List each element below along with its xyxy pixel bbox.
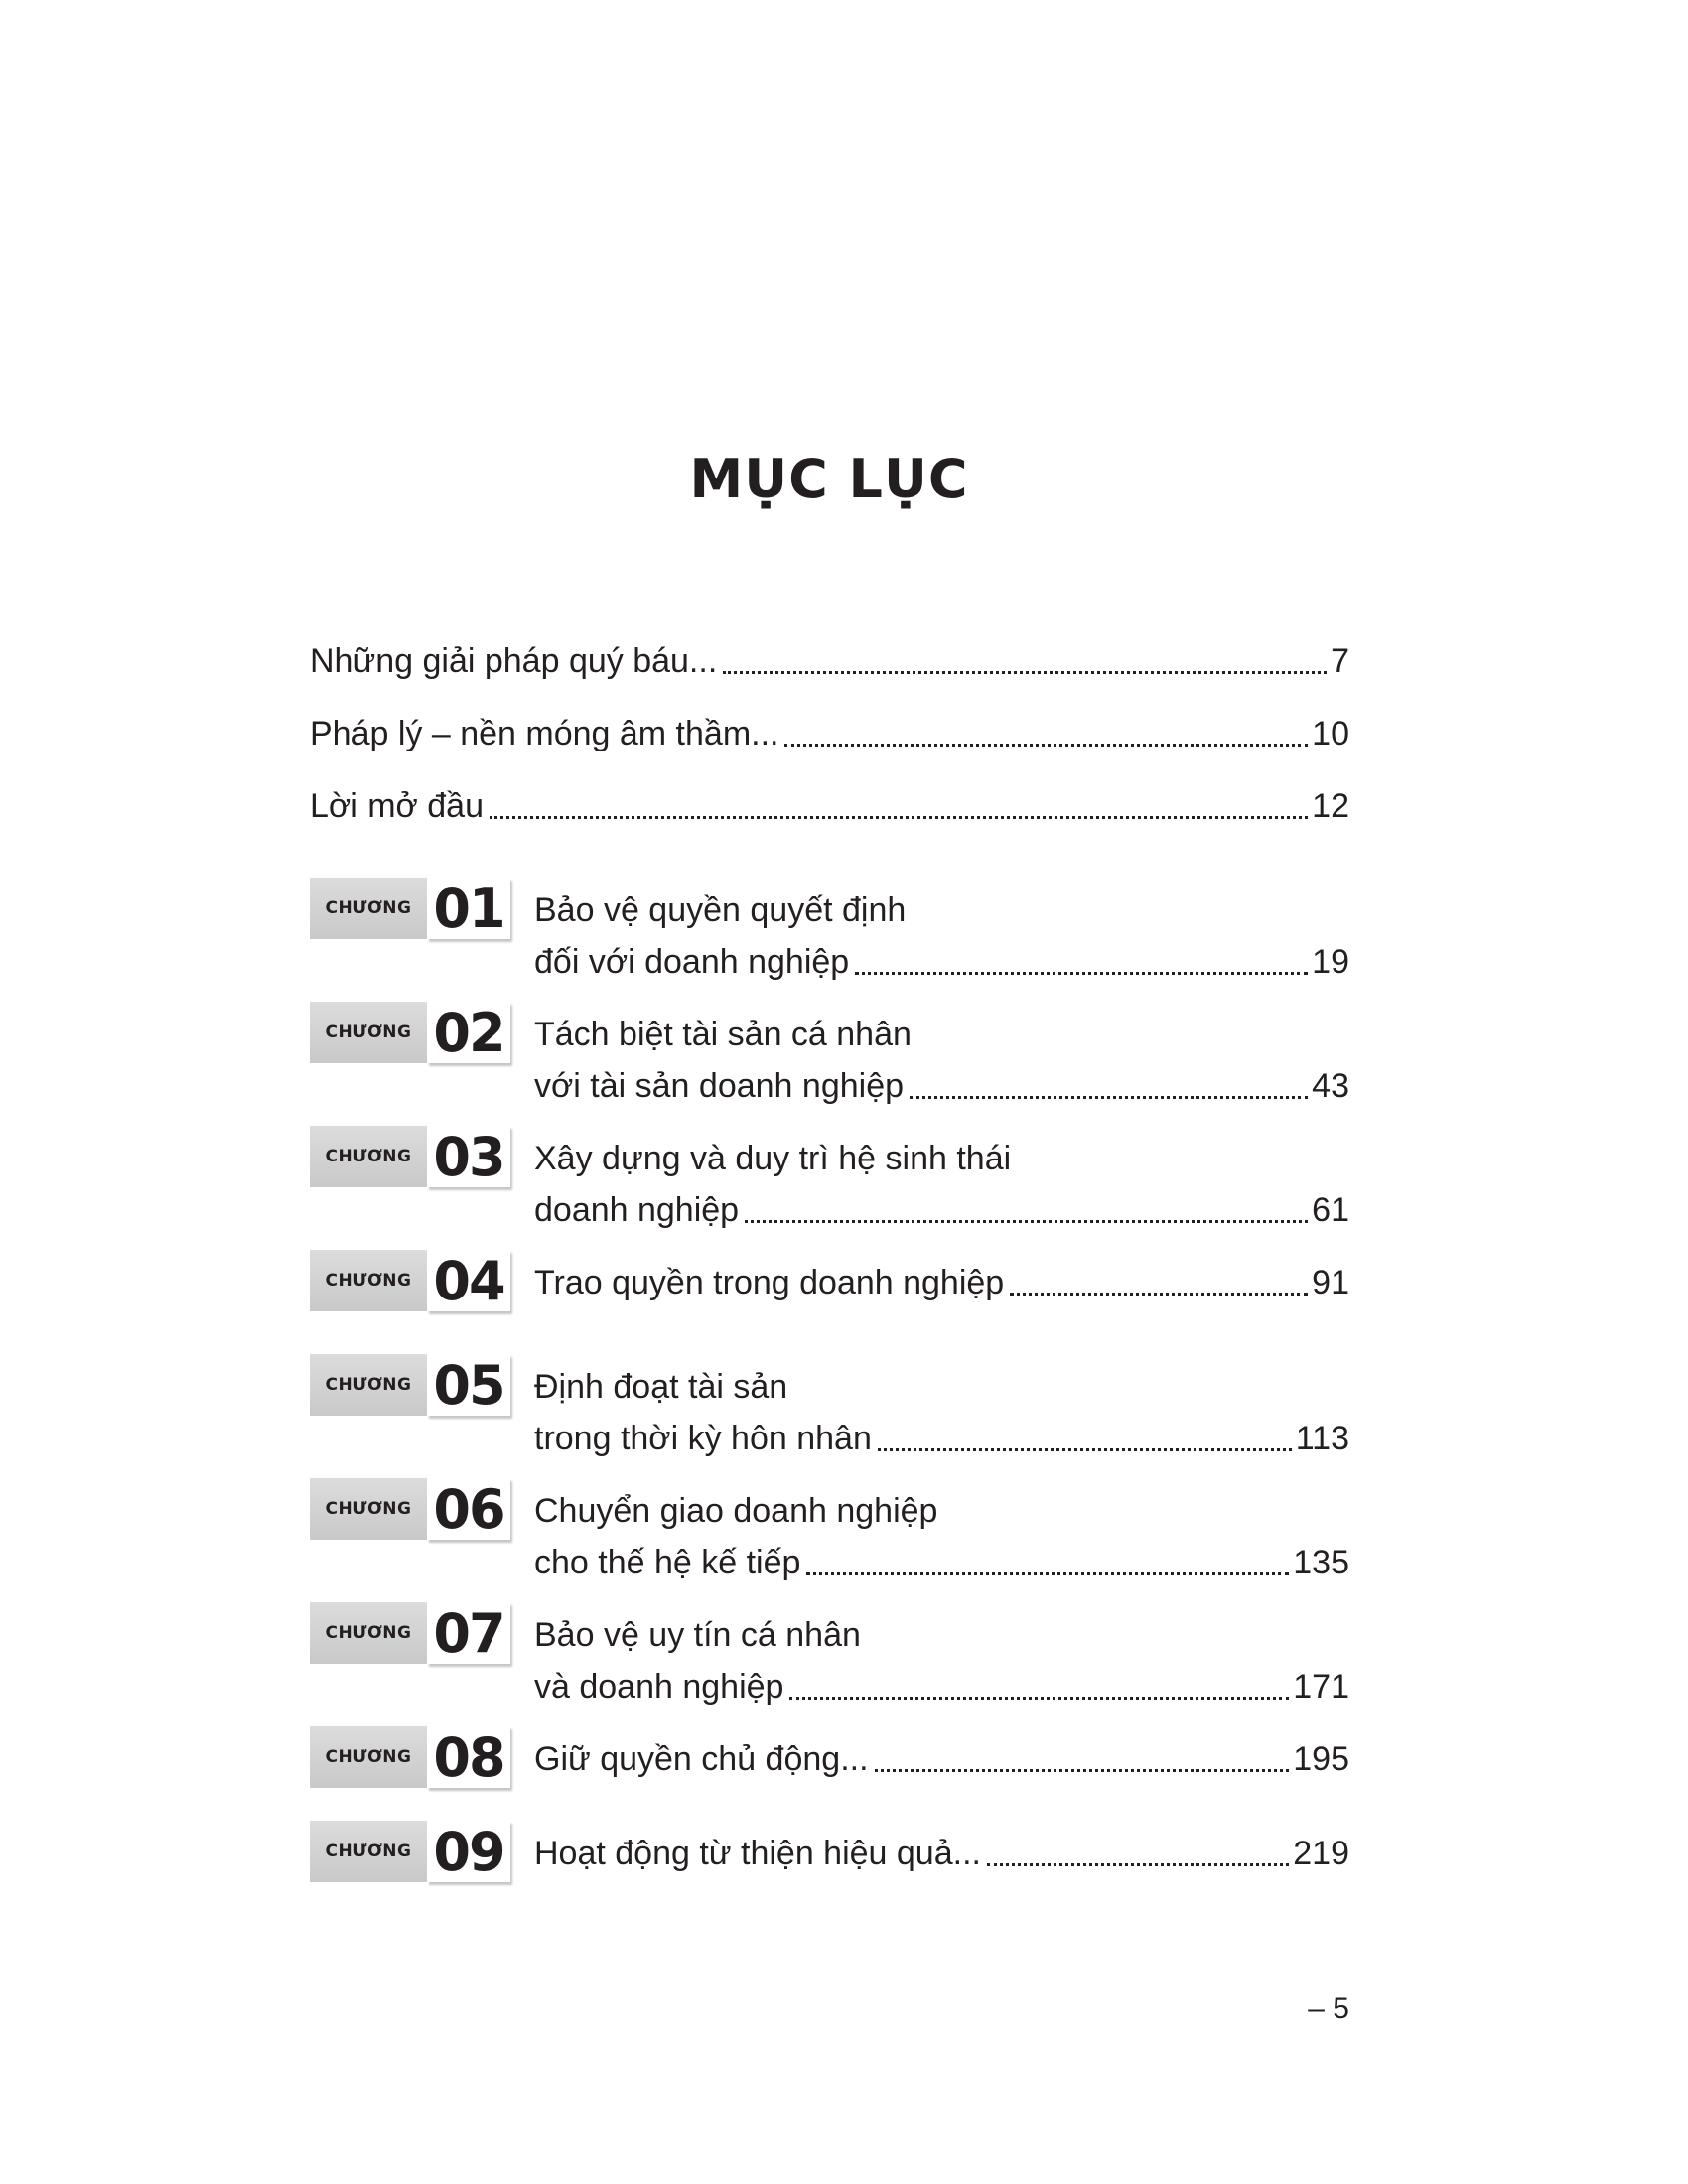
chapter-badge-02 <box>310 1002 510 1065</box>
dot-leader <box>490 816 1308 819</box>
dot-leader <box>910 1096 1308 1099</box>
dot-leader <box>723 671 1327 674</box>
chapter-page: 19 <box>1312 943 1349 981</box>
toc-entry-page: 10 <box>1312 715 1349 752</box>
chapter-title: Định đoạt tài sản <box>534 1368 788 1406</box>
chapter-02-title-line-1 <box>534 1009 1349 1056</box>
chapter-09-title <box>534 1828 1349 1875</box>
toc-entry-front-1 <box>310 635 1349 683</box>
chapter-title: và doanh nghiệp <box>534 1668 784 1706</box>
chapter-number: 06 <box>427 1478 510 1540</box>
chapter-title: đối với doanh nghiệp <box>534 943 850 981</box>
chapter-number: 01 <box>427 878 510 939</box>
chapter-title: trong thời kỳ hôn nhân <box>534 1420 872 1457</box>
toc-entry-page: 12 <box>1312 787 1349 825</box>
chapter-number: 03 <box>427 1126 510 1187</box>
dot-leader <box>784 744 1308 747</box>
chapter-07-title-line-2 <box>534 1661 1349 1708</box>
chapter-badge-07 <box>310 1602 510 1666</box>
chapter-page: 219 <box>1293 1835 1349 1872</box>
chapter-title: Hoạt động từ thiện hiệu quả... <box>534 1835 981 1872</box>
chapter-number: 08 <box>427 1726 510 1788</box>
chapter-badge-08 <box>310 1726 510 1790</box>
chapter-page: 113 <box>1295 1420 1349 1457</box>
chapter-number: 09 <box>427 1821 510 1882</box>
chapter-title: Chuyển giao doanh nghiệp <box>534 1492 938 1530</box>
dot-leader <box>875 1769 1290 1772</box>
chapter-number: 02 <box>427 1002 510 1063</box>
chapter-title: cho thế hệ kế tiếp <box>534 1544 801 1581</box>
chapter-number: 05 <box>427 1354 510 1416</box>
chapter-badge-04 <box>310 1250 510 1313</box>
dot-leader <box>806 1572 1289 1575</box>
chapter-08-title <box>534 1733 1349 1781</box>
toc-entry-title: Pháp lý – nền móng âm thầm... <box>310 715 779 752</box>
chapter-01-title-line-2 <box>534 936 1349 984</box>
chapter-title: Bảo vệ uy tín cá nhân <box>534 1616 861 1654</box>
chapter-06-title-line-1 <box>534 1485 1349 1533</box>
chapter-title: Tách biệt tài sản cá nhân <box>534 1016 912 1053</box>
chapter-03-title-line-2 <box>534 1184 1349 1232</box>
dot-leader <box>855 972 1308 975</box>
chapter-label: CHƯƠNG <box>310 1821 427 1882</box>
chapter-badge-05 <box>310 1354 510 1418</box>
toc-entry-title: Những giải pháp quý báu... <box>310 642 718 680</box>
chapter-page: 171 <box>1293 1668 1349 1706</box>
chapter-05-title-line-1 <box>534 1361 1349 1409</box>
toc-entry-page: 7 <box>1331 642 1349 680</box>
chapter-badge-01 <box>310 878 510 941</box>
chapter-label: CHƯƠNG <box>310 1354 427 1416</box>
chapter-title: doanh nghiệp <box>534 1191 740 1229</box>
chapter-title: Giữ quyền chủ động... <box>534 1740 869 1778</box>
chapter-page: 91 <box>1312 1264 1349 1301</box>
chapter-badge-06 <box>310 1478 510 1542</box>
chapter-badge-09 <box>310 1821 510 1884</box>
dot-leader <box>1010 1293 1308 1296</box>
toc-entry-front-2 <box>310 708 1349 755</box>
chapter-page: 43 <box>1312 1067 1349 1105</box>
chapter-label: CHƯƠNG <box>310 1726 427 1788</box>
chapter-05-title-line-2 <box>534 1413 1349 1460</box>
chapter-label: CHƯƠNG <box>310 1250 427 1311</box>
dot-leader <box>745 1220 1308 1223</box>
dot-leader <box>878 1448 1292 1451</box>
dot-leader <box>987 1863 1289 1866</box>
chapter-title: Xây dựng và duy trì hệ sinh thái <box>534 1140 1012 1177</box>
chapter-page: 195 <box>1293 1740 1349 1778</box>
page-number: – 5 <box>1308 1992 1349 2025</box>
chapter-label: CHƯƠNG <box>310 1126 427 1187</box>
chapter-title: với tài sản doanh nghiệp <box>534 1067 905 1105</box>
chapter-02-title-line-2 <box>534 1060 1349 1108</box>
page-title: MỤC LỤC <box>689 448 969 510</box>
chapter-01-title-line-1 <box>534 885 1349 932</box>
chapter-label: CHƯƠNG <box>310 878 427 939</box>
chapter-label: CHƯƠNG <box>310 1602 427 1664</box>
chapter-page: 135 <box>1293 1544 1349 1581</box>
toc-entry-title: Lời mở đầu <box>310 787 484 825</box>
chapter-04-title <box>534 1257 1349 1304</box>
chapter-07-title-line-1 <box>534 1609 1349 1657</box>
dot-leader <box>789 1697 1289 1700</box>
chapter-title: Trao quyền trong doanh nghiệp <box>534 1264 1005 1301</box>
chapter-06-title-line-2 <box>534 1537 1349 1584</box>
chapter-label: CHƯƠNG <box>310 1002 427 1063</box>
toc-entry-front-3 <box>310 780 1349 828</box>
chapter-label: CHƯƠNG <box>310 1478 427 1540</box>
chapter-number: 04 <box>427 1250 510 1311</box>
chapter-badge-03 <box>310 1126 510 1189</box>
chapter-03-title-line-1 <box>534 1133 1349 1180</box>
chapter-page: 61 <box>1312 1191 1349 1229</box>
chapter-number: 07 <box>427 1602 510 1664</box>
chapter-title: Bảo vệ quyền quyết định <box>534 891 907 929</box>
